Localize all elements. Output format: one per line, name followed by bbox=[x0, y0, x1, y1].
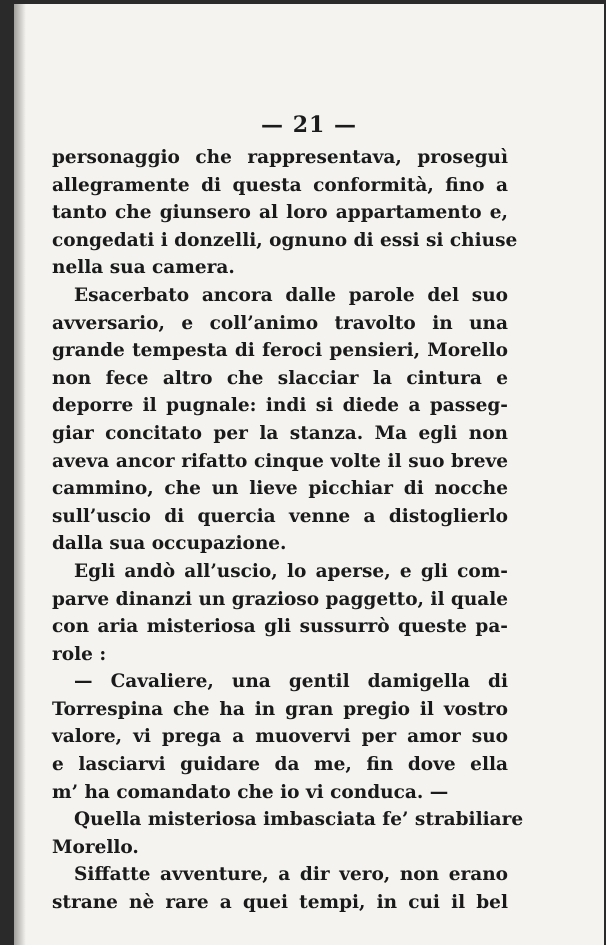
text-line: Quella misteriosa imbasciata fe’ strabiliare bbox=[74, 809, 524, 831]
text-line: Morello. bbox=[52, 836, 139, 858]
text-line: dalla sua occupazione. bbox=[52, 533, 287, 555]
text-line: allegramente di questa conformità, fino a bbox=[52, 174, 508, 196]
text-line: grande tempesta di feroci pensieri, Morello bbox=[52, 340, 508, 362]
text-line: aveva ancor rifatto cinque volte il suo breve bbox=[52, 450, 508, 472]
text-line: nella sua camera. bbox=[52, 257, 235, 279]
text-line: Torrespina che ha in gran pregio il vostro bbox=[52, 698, 508, 720]
text-line: valore, vi prega a muovervi per amor suo bbox=[52, 726, 508, 748]
text-line: — Cavaliere, una gentil damigella di bbox=[74, 671, 508, 693]
book-page bbox=[14, 4, 604, 945]
text-line: avversario, e coll’animo travolto in una bbox=[52, 312, 508, 334]
text-line: congedati i donzelli, ognuno di essi si chiuse bbox=[52, 229, 518, 251]
text-line: tanto che giunsero al loro appartamento e, bbox=[52, 202, 508, 224]
text-line: giar concitato per la stanza. Ma egli non bbox=[52, 422, 508, 444]
text-line: role : bbox=[52, 643, 107, 665]
binding-shadow bbox=[14, 4, 26, 945]
page-number: — 21 — bbox=[261, 112, 357, 138]
text-line: Esacerbato ancora dalle parole del suo bbox=[74, 284, 508, 306]
text-line: cammino, che un lieve picchiar di nocche bbox=[52, 478, 508, 500]
text-line: strane nè rare a quei tempi, in cui il bel bbox=[52, 892, 508, 914]
text-line: sull’uscio di quercia venne a distoglierlo bbox=[52, 505, 508, 527]
text-line: non fece altro che slacciar la cintura e bbox=[52, 367, 508, 389]
text-line: m’ ha comandato che io vi conduca. — bbox=[52, 781, 449, 803]
text-line: Siffatte avventure, a dir vero, non erano bbox=[74, 864, 508, 886]
text-line: con aria misteriosa gli sussurrò queste pa- bbox=[52, 616, 508, 638]
text-line: Egli andò all’uscio, lo aperse, e gli com- bbox=[74, 560, 508, 582]
body-text bbox=[52, 144, 524, 917]
text-line: parve dinanzi un grazioso paggetto, il quale bbox=[52, 588, 509, 610]
text-line: deporre il pugnale: indi si diede a passeg- bbox=[52, 395, 508, 417]
text-line: e lasciarvi guidare da me, fin dove ella bbox=[52, 754, 508, 776]
text-line: personaggio che rappresentava, proseguì bbox=[52, 147, 508, 168]
